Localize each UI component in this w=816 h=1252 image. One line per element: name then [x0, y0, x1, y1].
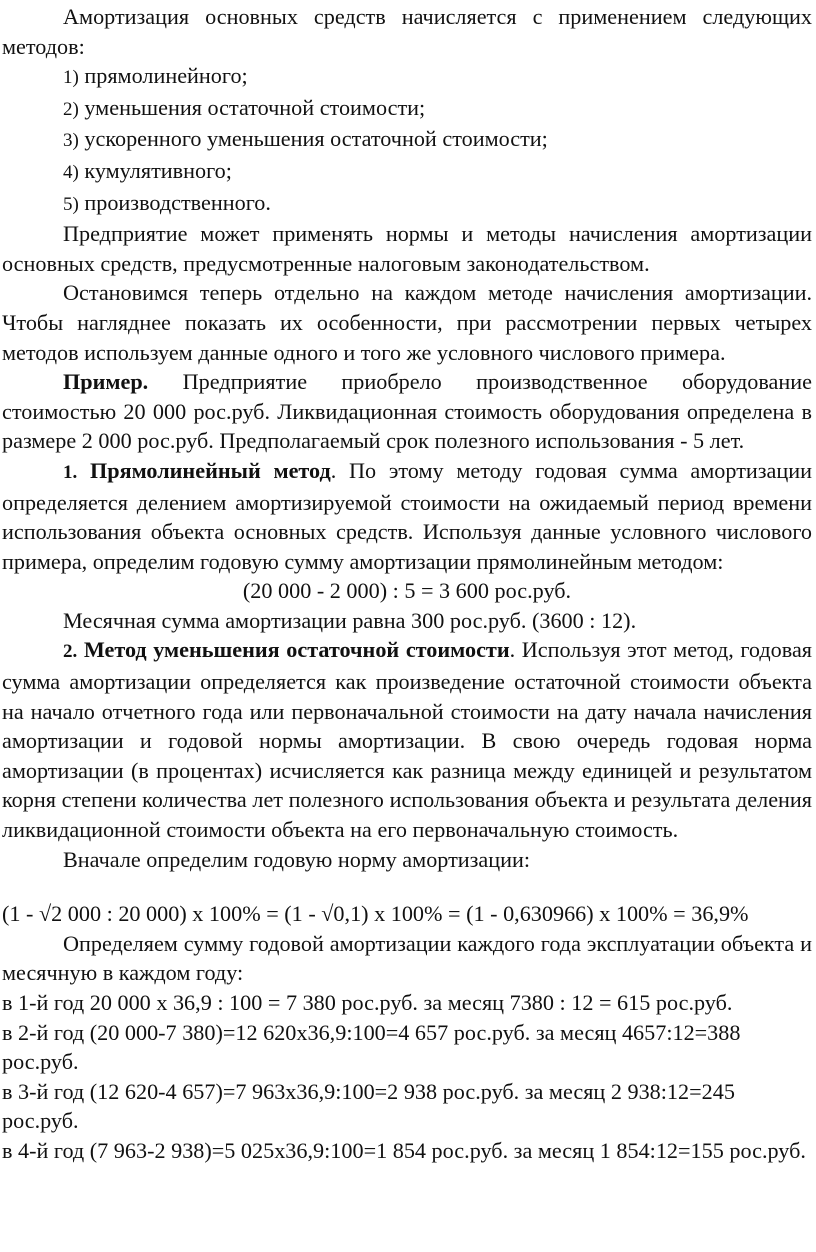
list-item [2, 156, 812, 188]
method2-number: 2. [63, 641, 78, 663]
method1-formula: (20 000 - 2 000) : 5 = 3 600 рос.руб. [242, 578, 572, 604]
list-item-number: 5) [63, 193, 79, 215]
example-text: Предприятие приобрело производственное оборудование стоимостью 20 000 рос.руб. Ликвидационная стоимость оборудования определена в размере 2 000 рос.руб. Предполагаемый срок полезного использования - 5 лет. [2, 369, 812, 454]
year-line-2: в 2-й год (20 000-7 380)=12 620х36,9:100=4 657 рос.руб. за месяц 4657:12=388 рос.руб. [2, 1019, 741, 1075]
method2-paragraph [2, 635, 812, 844]
spacer [2, 874, 812, 899]
intro-paragraph: Амортизация основных средств начисляется с применением следующих методов: [2, 4, 812, 59]
list-item [2, 188, 812, 220]
method1-monthly: Месячная сумма амортизации равна 300 рос.руб. (3600 : 12). [63, 607, 637, 633]
methods-intro-paragraph: Остановимся теперь отдельно на каждом методе начисления амортизации. Чтобы нагляднее показать их особенности, при рассмотрении первых четырех методов используем данные одного и того же условного числового примера. [2, 280, 812, 365]
list-item-number: 4) [63, 161, 79, 183]
method1-text: . По этому методу годовая сумма амортизации определяется делением амортизируемой стоимости на ожидаемый период времени использования объекта основных средств. Используя данные условного числового примера, определим годовую сумму амортизации прямолинейным методом: [2, 457, 812, 574]
norms-paragraph: Предприятие может применять нормы и методы начисления амортизации основных средств, предусмотренные налоговым законодательством. [2, 221, 812, 276]
list-item [2, 93, 812, 125]
method2-formula: (1 - √2 000 : 20 000) х 100% = (1 - √0,1) х 100% = (1 - 0,630966) х 100% = 36,9% [2, 901, 749, 927]
method1-title: Прямолинейный метод [77, 457, 331, 483]
list-item-text: производственного. [84, 189, 271, 215]
method2-text: . Используя этот метод, годовая сумма амортизации определяется как произведение остаточной стоимости объекта на начало отчетного года или первоначальной стоимости на дату начала начисления амортизации и годовой нормы амортизации. В свою очередь годовая норма амортизации (в процентах) исчисляется как разница между единицей и результатом корня степени количества лет полезного использования объекта и результата деления ликвидационной стоимости объекта на его первоначальную стоимость. [2, 637, 812, 843]
list-item-number: 2) [63, 98, 79, 120]
method2-define: Определяем сумму годовой амортизации каждого года эксплуатации объекта и месячную в каждом году: [2, 930, 812, 986]
year-line-3: в 3-й год (12 620-4 657)=7 963х36,9:100=2 938 рос.руб. за месяц 2 938:12=245 рос.руб. [2, 1078, 735, 1134]
method2-first: Вначале определим годовую норму амортизации: [63, 846, 531, 872]
list-item-text: уменьшения остаточной стоимости; [84, 94, 426, 120]
list-item-number: 1) [63, 67, 79, 89]
methods-list [2, 61, 812, 219]
method2-title: Метод уменьшения остаточной стоимости [77, 637, 510, 663]
list-item-text: прямолинейного; [84, 63, 248, 89]
list-item-text: кумулятивного; [84, 157, 232, 183]
list-item-text: ускоренного уменьшения остаточной стоимости; [84, 126, 548, 152]
method1-paragraph [2, 456, 812, 576]
year-line-1: в 1-й год 20 000 х 36,9 : 100 = 7 380 рос.руб. за месяц 7380 : 12 = 615 рос.руб. [2, 990, 733, 1015]
list-item-number: 3) [63, 130, 79, 152]
example-label: Пример. [63, 369, 149, 395]
list-item [2, 124, 812, 156]
list-item [2, 61, 812, 93]
year-line-4: в 4-й год (7 963-2 938)=5 025х36,9:100=1 854 рос.руб. за месяц 1 854:12=155 рос.руб. [2, 1137, 806, 1163]
example-paragraph [2, 367, 812, 456]
method1-number: 1. [63, 461, 78, 483]
